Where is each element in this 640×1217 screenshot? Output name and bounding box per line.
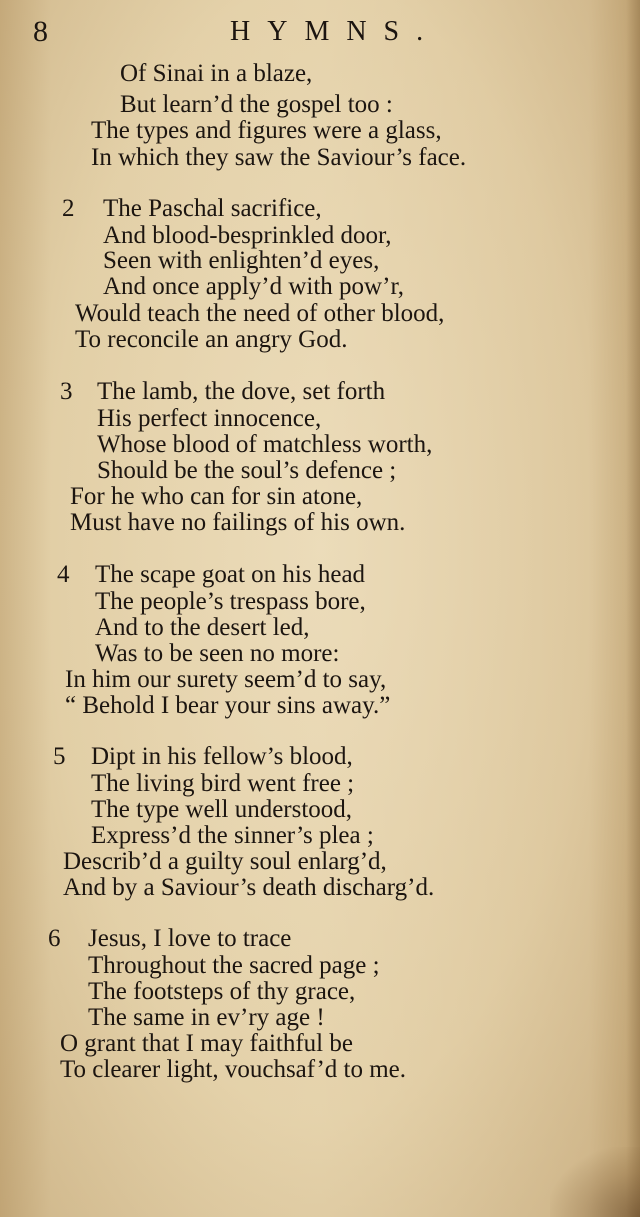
verse-4-line-2: The people’s trespass bore, [95,588,366,615]
verse-3-line-3: Whose blood of matchless worth, [97,431,433,458]
verse-4-number: 4 [57,561,70,588]
verse-6-line-6: To clearer light, vouchsaf’d to me. [60,1056,407,1083]
verse-3-line-4: Should be the soul’s defence ; [97,457,397,484]
verse-6-line-2: Throughout the sacred page ; [88,952,380,979]
verse-4-line-3: And to the desert led, [95,614,310,641]
verse-5-number: 5 [53,743,66,770]
verse-5-line-5: Describ’d a guilty soul enlarg’d, [63,848,387,875]
verse-5-line-3: The type well understood, [91,796,353,823]
verse-3-line-5: For he who can for sin atone, [70,483,363,510]
verse-6-line-3: The footsteps of thy grace, [88,978,356,1005]
page-header [0,14,640,50]
verse-2-line-3: Seen with enlighten’d eyes, [103,247,380,274]
verse-4-line-4: Was to be seen no more: [95,640,340,667]
verse-1-line-2: But learn’d the gospel too : [120,91,393,118]
verse-6-line-4: The same in ev’ry age ! [88,1004,325,1031]
verse-2-number: 2 [62,195,75,222]
running-title: HYMNS. [230,16,441,47]
verse-3-line-2: His perfect innocence, [97,405,322,432]
verse-2-line-5: Would teach the need of other blood, [75,300,445,327]
verse-5-line-2: The living bird went free ; [91,770,355,797]
verse-1-line-3: The types and figures were a glass, [91,117,442,144]
corner-stain [550,1147,640,1217]
verse-6-number: 6 [48,925,61,952]
verse-2-line-6: To reconcile an angry God. [75,326,348,353]
verse-3-number: 3 [60,378,73,405]
verse-2-line-4: And once apply’d with pow’r, [103,273,405,300]
verse-2-line-2: And blood-besprinkled door, [103,222,392,249]
verse-4-line-5: In him our surety seem’d to say, [65,666,387,693]
verse-5-line-6: And by a Saviour’s death discharg’d. [63,874,435,901]
verse-5-line-1: Dipt in his fellow’s blood, [91,743,353,770]
verse-2-line-1: The Paschal sacrifice, [103,195,322,222]
page-edge-shadow [626,0,640,1217]
verse-1-line-4: In which they saw the Saviour’s face. [91,144,467,171]
verse-3-line-6: Must have no failings of his own. [70,509,406,536]
verse-1-line-1: Of Sinai in a blaze, [120,60,313,87]
page-number: 8 [33,15,48,48]
verse-4-line-6: “ Behold I bear your sins away.” [65,692,391,719]
verse-6-line-1: Jesus, I love to trace [88,925,292,952]
verse-4-line-1: The scape goat on his head [95,561,366,588]
verse-5-line-4: Express’d the sinner’s plea ; [91,822,374,849]
verse-6-line-5: O grant that I may faithful be [60,1030,353,1057]
verse-3-line-1: The lamb, the dove, set forth [97,378,386,405]
